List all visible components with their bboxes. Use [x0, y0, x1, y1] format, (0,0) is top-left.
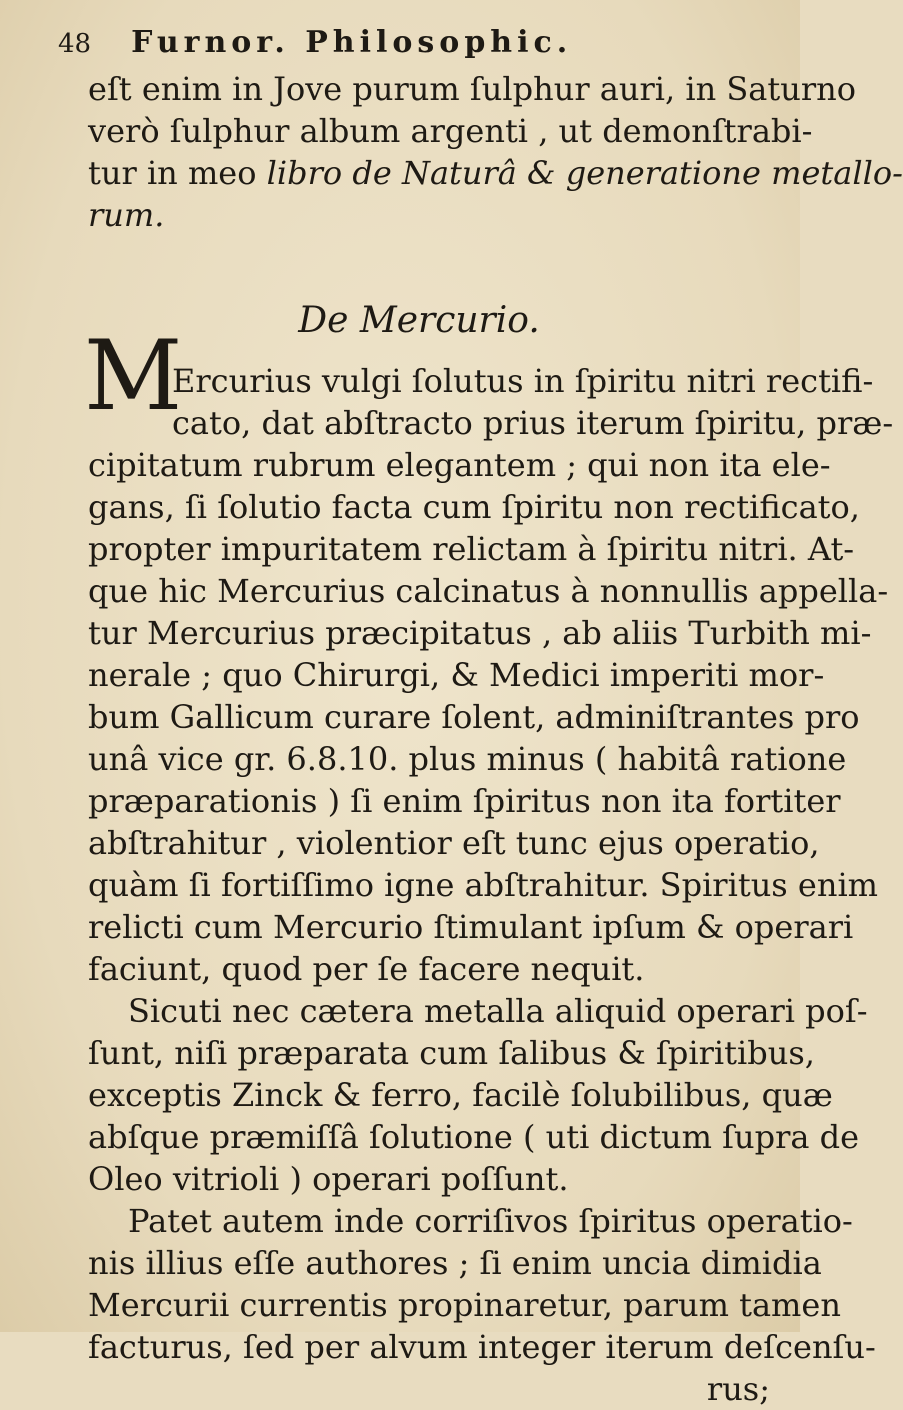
text-line: verò ſulphur album argenti , ut demonſtrabi-: [88, 112, 813, 150]
section-heading: De Mercurio.: [298, 300, 540, 341]
text-line: cato, dat abſtracto prius iterum ſpiritu, præ-: [172, 404, 894, 442]
text-line: Ercurius vulgi ſolutus in ſpiritu nitri rectifi-: [172, 362, 874, 400]
running-title: Furnor. Philosophic.: [131, 25, 573, 60]
text-line: unâ vice gr. 6.8.10. plus minus ( habitâ ratione: [88, 740, 847, 778]
text-line: ſunt, niſi præparata cum ſalibus & ſpiritibus,: [88, 1034, 815, 1072]
text-line: que hic Mercurius calcinatus à nonnullis appella-: [88, 572, 889, 610]
page-number: 48: [58, 29, 92, 59]
text-line: nerale ; quo Chirurgi, & Medici imperiti mor-: [88, 656, 825, 694]
text-line-with-title: [88, 152, 903, 194]
text-line: tur Mercurius præcipitatus , ab aliis Turbith mi-: [88, 614, 872, 652]
text-line: faciunt, quod per ſe facere nequit.: [88, 950, 645, 988]
text-line: facturus, ſed per alvum integer iterum deſcenſu-: [88, 1328, 876, 1366]
text-line: exceptis Zinck & ferro, facilè ſolubilibus, quæ: [88, 1076, 833, 1114]
drop-cap: M: [84, 320, 183, 432]
text-line: abſque præmiſſâ ſolutione ( uti dictum ſupra de: [88, 1118, 860, 1156]
text-line: eſt enim in Jove purum ſulphur auri, in Saturno: [88, 70, 856, 108]
catchword: rus;: [706, 1370, 770, 1408]
text-line: præparationis ) ſi enim ſpiritus non ita fortiter: [88, 782, 841, 820]
text-line: abſtrahitur , violentior eſt tunc ejus operatio,: [88, 824, 820, 862]
text-line: quàm ſi fortiſſimo igne abſtrahitur. Spiritus enim: [88, 866, 879, 904]
page-header: [58, 18, 770, 68]
text-line: Patet autem inde corriſivos ſpiritus operatio-: [128, 1202, 853, 1240]
text-line: Mercurii currentis propinaretur, parum tamen: [88, 1286, 841, 1324]
text-line: Oleo vitrioli ) operari poſſunt.: [88, 1160, 569, 1198]
text-line: relicti cum Mercurio ſtimulant ipſum & operari: [88, 908, 854, 946]
text-line: bum Gallicum curare ſolent, adminiſtrantes pro: [88, 698, 860, 736]
text-line: nis illius eſſe authores ; ſi enim uncia dimidia: [88, 1244, 822, 1282]
text-line: Sicuti nec cætera metalla aliquid operari poſ-: [128, 992, 868, 1030]
text-line: propter impuritatem relictam à ſpiritu nitri. At-: [88, 530, 855, 568]
text-line: gans, ſi ſolutio facta cum ſpiritu non rectificato,: [88, 488, 860, 526]
book-title: libro de Naturâ & generatione metallo-: [266, 154, 903, 192]
text-fragment: tur in meo: [88, 154, 257, 192]
text-line: cipitatum rubrum elegantem ; qui non ita ele-: [88, 446, 831, 484]
book-title-end: rum.: [88, 196, 165, 234]
